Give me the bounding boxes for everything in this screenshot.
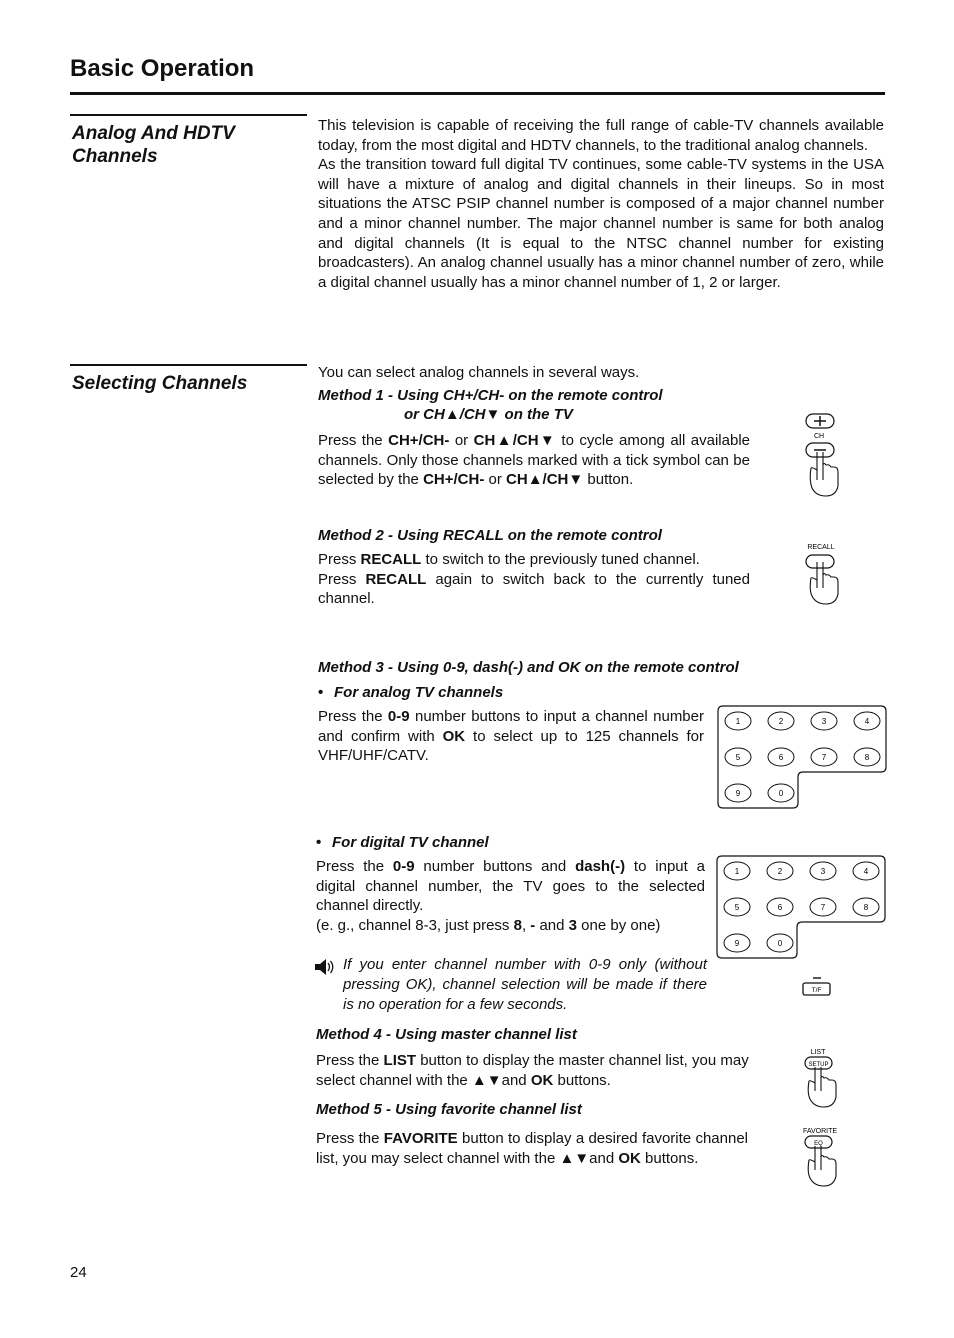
setup-label: SETUP: [808, 1062, 829, 1068]
keypad-key-8: [853, 898, 879, 916]
keypad-key-label: 5: [734, 903, 740, 912]
keypad-key-5: [725, 748, 751, 766]
paragraph: This television is capable of receiving the full range of cable-TV channels available today, from the most digital and HDTV channels, to the traditional analog channels.: [318, 117, 884, 154]
keypad-key-9: [725, 784, 751, 802]
key-name: 0-9: [392, 858, 415, 875]
text: number buttons to input a channel number and confirm with: [318, 708, 704, 745]
text: or: [484, 471, 507, 489]
keypad-key-label: 6: [777, 903, 783, 912]
text: and: [535, 916, 569, 934]
keypad-key-label: 7: [821, 753, 827, 762]
keypad-key-label: 8: [863, 903, 869, 912]
method1-title: Method 1 - Using CH+/CH- on the remote control: [318, 387, 663, 404]
method3-digital-body: [316, 857, 705, 935]
key-name: CH▲/CH▼: [506, 471, 584, 489]
key-name: OK: [530, 1071, 554, 1089]
key-name: dash(-): [575, 858, 626, 875]
key-name: OK: [442, 727, 466, 745]
text: to select up to 125 channels for VHF/UHF/CATV.: [318, 727, 704, 765]
text: (e. g., channel 8-3, just press: [316, 916, 514, 934]
line: [316, 857, 705, 916]
recall-button-hand-icon: [798, 540, 848, 610]
key-name: RECALL: [365, 570, 427, 588]
text: again to switch back to the currently tuned channel.: [318, 570, 750, 608]
text: button to display a desired favorite channel list, you may select channel with the ▲▼and: [316, 1130, 748, 1167]
key-name: 8: [513, 916, 522, 934]
method4-title: Method 4 - Using master channel list: [316, 1026, 577, 1043]
keypad-key-label: 1: [734, 867, 740, 876]
key-name: FAVORITE: [383, 1130, 458, 1147]
keypad-key-2: [767, 862, 793, 880]
numeric-keypad-digital: [716, 855, 888, 961]
bullet-digital: [316, 834, 489, 851]
line: [318, 550, 750, 570]
keypad-key-label: 9: [735, 789, 741, 798]
keypad-key-label: 1: [735, 717, 741, 726]
key-name: -: [530, 916, 536, 934]
keypad-key-3: [811, 712, 837, 730]
method4-body: [316, 1051, 750, 1090]
keypad-key-label: 3: [820, 867, 826, 876]
keypad-key-7: [811, 748, 837, 766]
bullet-text: For digital TV channel: [332, 834, 489, 851]
example-line: [316, 916, 705, 936]
method5-body: [316, 1129, 748, 1168]
method3-title: Method 3 - Using 0-9, dash(-) and OK on the remote control: [318, 659, 739, 676]
keypad-key-7: [810, 898, 836, 916]
method5-title: Method 5 - Using favorite channel list: [316, 1101, 582, 1118]
section-divider: [70, 364, 307, 366]
bullet-dot: •: [316, 834, 322, 851]
line: [318, 570, 750, 609]
method2-body: [318, 550, 750, 609]
keypad-key-9: [724, 934, 750, 952]
keypad-key-0: [767, 934, 793, 952]
text: or: [449, 432, 474, 449]
text: Press the: [316, 1130, 384, 1147]
bullet-analog: [318, 684, 503, 701]
text: Press the: [316, 1052, 384, 1069]
favorite-label: FAVORITE: [802, 1128, 838, 1135]
list-button-hand-icon: [798, 1045, 848, 1115]
text: Press: [318, 551, 361, 568]
key-name: CH+/CH-: [388, 432, 450, 449]
key-name: LIST: [383, 1052, 417, 1069]
text: buttons.: [640, 1149, 699, 1167]
keypad-key-label: 2: [777, 867, 783, 876]
method3-analog-body: [318, 707, 704, 766]
keypad-key-label: 3: [821, 717, 827, 726]
keypad-key-label: 8: [864, 753, 870, 762]
list-label: LIST: [810, 1049, 826, 1056]
keypad-key-1: [725, 712, 751, 730]
keypad-key-4: [854, 712, 880, 730]
section-divider: [70, 114, 307, 116]
keypad-key-label: 0: [777, 939, 783, 948]
keypad-key-5: [724, 898, 750, 916]
paragraph: As the transition toward full digital TV continues, some cable-TV systems in the USA will have a mixture of analog and digital channels in their lineups. So in most situations the ATSC PSIP channel number is composed of a major channel number and a minor channel number. The major channel number is same for both analog and digital channels (It is equal to the NTSC channel number for existing broadcasters). An analog channel usually has a minor channel number of zero, while a digital channel usually has a minor channel number of 1, 2 or larger.: [318, 156, 884, 291]
method1-subtitle: or CH▲/CH▼ on the TV: [404, 406, 573, 423]
key-name: 0-9: [387, 708, 410, 725]
key-name: 3: [568, 916, 578, 934]
keypad-key-3: [810, 862, 836, 880]
key-name: CH▲/CH▼: [473, 432, 556, 449]
keypad-key-0: [768, 784, 794, 802]
keypad-key-6: [767, 898, 793, 916]
text: to cycle among all available channels. Only those channels marked with a tick symbol can be selected by the: [318, 432, 750, 489]
text: button to display the master channel list, you may select channel with the ▲▼and: [316, 1052, 749, 1089]
text: ,: [521, 916, 531, 934]
section-heading-analog-hdtv: Analog And HDTV Channels: [72, 123, 235, 167]
text: to switch to the previously tuned channel.: [421, 551, 700, 568]
recall-label: RECALL: [807, 544, 835, 551]
method1-body: [318, 431, 750, 490]
keypad-key-label: 0: [778, 789, 784, 798]
section-heading-selecting-channels: Selecting Channels: [72, 373, 248, 394]
title-divider: [70, 92, 885, 95]
eq-label: EQ: [814, 1141, 823, 1147]
page-title: Basic Operation: [70, 55, 255, 82]
text: Press the: [318, 432, 389, 449]
ch-label: CH: [813, 433, 825, 440]
dash-tf-button-icon: [801, 976, 833, 998]
text: Press: [318, 570, 366, 588]
method2-title: Method 2 - Using RECALL on the remote control: [318, 527, 662, 544]
key-name: OK: [618, 1149, 641, 1167]
ch-button-hand-icon: [798, 410, 848, 500]
text: to input a digital channel number, the TV goes to the selected channel directly.: [316, 858, 705, 915]
speaker-note-icon: [313, 957, 337, 977]
text: button.: [583, 471, 634, 489]
keypad-key-label: 7: [820, 903, 826, 912]
keypad-key-label: 4: [863, 867, 869, 876]
page-number: 24: [70, 1264, 87, 1281]
keypad-key-4: [853, 862, 879, 880]
keypad-key-label: 2: [778, 717, 784, 726]
intro-text: You can select analog channels in several ways.: [318, 364, 640, 381]
note-text: If you enter channel number with 0-9 only (without pressing OK), channel selection will be made if there is no operation for a few seconds.: [343, 956, 707, 1013]
text: buttons.: [553, 1071, 611, 1089]
text: number buttons and: [414, 858, 576, 875]
text: Press the: [318, 708, 388, 725]
keypad-key-8: [854, 748, 880, 766]
keypad-key-6: [768, 748, 794, 766]
keypad-key-2: [768, 712, 794, 730]
text: Press the: [316, 858, 393, 875]
key-name: RECALL: [360, 551, 422, 568]
keypad-key-label: 4: [864, 717, 870, 726]
key-name: CH+/CH-: [423, 471, 485, 489]
favorite-button-hand-icon: [798, 1124, 848, 1194]
numeric-keypad-analog: [717, 705, 889, 811]
bullet-text: For analog TV channels: [334, 684, 504, 701]
keypad-key-label: 9: [734, 939, 740, 948]
keypad-key-label: 5: [735, 753, 741, 762]
bullet-dot: •: [318, 684, 324, 701]
keypad-key-label: 6: [778, 753, 784, 762]
keypad-key-1: [724, 862, 750, 880]
text: one by one): [577, 916, 661, 934]
section-body-analog-hdtv: [318, 116, 884, 292]
tf-label: T/F: [811, 987, 822, 994]
